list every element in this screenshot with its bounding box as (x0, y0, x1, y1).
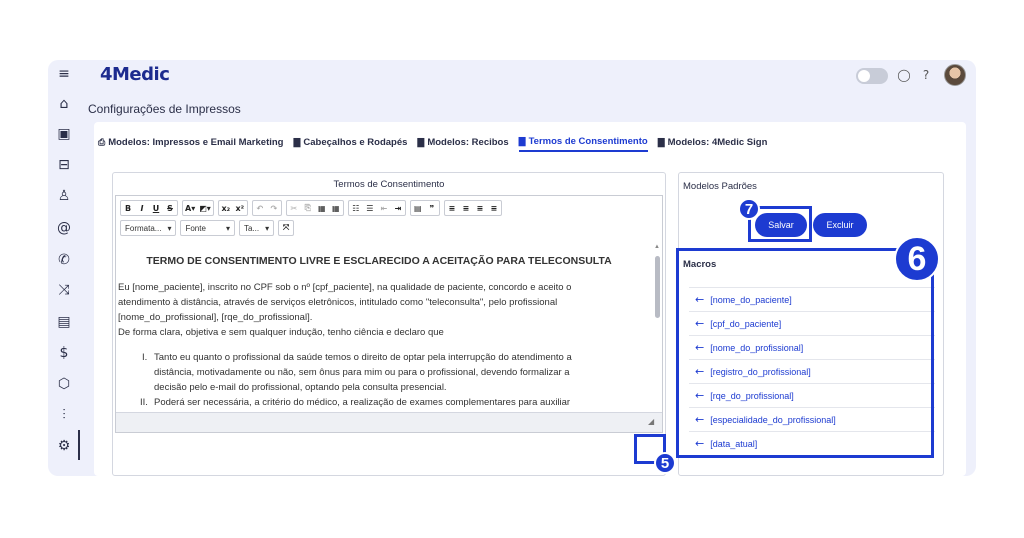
format-select-value: Formata... (125, 223, 162, 233)
rich-text-editor (115, 195, 663, 433)
outdent-icon[interactable]: ⇤ (380, 203, 388, 213)
bg-color-button[interactable]: ◩▾ (199, 203, 211, 213)
sidebar (48, 60, 80, 476)
annotation-box-macros (676, 248, 934, 458)
macro-label: [nome_do_paciente] (710, 294, 792, 305)
toolbar-row-2 (120, 220, 294, 236)
printer-icon: ⎙ (98, 137, 106, 148)
text-style-group (120, 200, 178, 216)
color-group (182, 200, 214, 216)
cut-icon[interactable]: ✂ (290, 203, 298, 213)
numbered-list-icon[interactable]: ☰ (366, 203, 374, 213)
menu-icon[interactable]: ≡ (58, 66, 70, 82)
arrow-left-icon: ← (695, 365, 705, 378)
annotation-badge-6: 6 (894, 236, 940, 282)
horizontal-rule-icon[interactable]: ▤ (414, 203, 422, 213)
home-icon[interactable]: ⌂ (59, 96, 69, 112)
align-group (444, 200, 502, 216)
tab-label: Modelos: Impressos e Email Marketing (108, 137, 284, 148)
scroll-thumb[interactable] (655, 256, 660, 318)
editor-content[interactable] (116, 244, 652, 412)
arrow-left-icon: ← (695, 413, 705, 426)
align-center-icon[interactable]: ≡ (462, 203, 470, 213)
document-icon: ▇ (518, 136, 526, 147)
document-icon: ▇ (657, 137, 665, 148)
annotation-badge-7: 7 (738, 198, 760, 220)
insert-group (410, 200, 440, 216)
dollar-icon[interactable]: $ (59, 345, 69, 361)
paste-icon[interactable]: ▦ (318, 203, 326, 213)
at-icon[interactable]: @ (57, 220, 71, 236)
page-title: Configurações de Impressos (88, 102, 241, 116)
arrow-left-icon: ← (695, 293, 705, 306)
calendar-icon[interactable]: ▣ (57, 126, 71, 142)
avatar[interactable] (944, 64, 966, 86)
macro-label: [registro_do_profissional] (710, 366, 811, 377)
paragraph-line: Eu [nome_paciente], inscrito no CPF sob o nº [cpf_paciente], na qualidade de paciente, concordo e aceito o (118, 282, 572, 293)
tab-label: Modelos: Recibos (427, 137, 509, 148)
annotation-badge-5: 5 (654, 452, 676, 474)
list-group (348, 200, 406, 216)
tab-label: Modelos: 4Medic Sign (667, 137, 768, 148)
arrow-left-icon: ← (695, 389, 705, 402)
arrow-left-icon: ← (695, 437, 705, 450)
settings-icon[interactable]: ⚙ (57, 438, 71, 454)
editor-card (112, 172, 666, 476)
top-bar (80, 60, 976, 92)
copy-icon[interactable]: ⎘ (304, 203, 311, 212)
arrow-left-icon: ← (695, 317, 705, 330)
macro-label: [cpf_do_paciente] (710, 318, 782, 329)
chevron-down-icon: ▾ (167, 223, 172, 233)
list-item-line: distância, motivadamente ou não, sem ônus para mim ou para o profissional, devendo formalizar a (154, 367, 570, 378)
redo-icon[interactable]: ↷ (270, 203, 278, 213)
tab-termos[interactable] (519, 136, 648, 152)
chevron-down-icon: ▾ (265, 223, 270, 233)
sofa-icon[interactable]: ⊟ (58, 157, 70, 173)
macro-label: [nome_do_profissional] (710, 342, 804, 353)
chat-icon[interactable]: ◯ (897, 68, 911, 82)
subscript-button[interactable]: x₂ (221, 203, 231, 213)
phone-icon[interactable]: ✆ (58, 252, 70, 268)
chart-icon[interactable]: ⫶ (62, 407, 66, 423)
maximize-group (278, 220, 294, 236)
tab-impressos[interactable] (98, 136, 283, 152)
maximize-icon[interactable]: ⤧ (282, 223, 290, 232)
clipboard-group (286, 200, 344, 216)
macro-label: [data_atual] (710, 438, 758, 449)
text-color-button[interactable]: A▾ (185, 203, 196, 213)
scroll-up-icon[interactable]: ▲ (654, 244, 660, 250)
tab-bar (98, 136, 767, 152)
paragraph-line: [nome_do_profissional], [rqe_do_profissional]. (118, 312, 313, 323)
bulleted-list-icon[interactable]: ☷ (352, 203, 360, 213)
editor-status-bar (116, 412, 662, 432)
tab-cabecalhos[interactable] (293, 136, 407, 152)
save-button[interactable]: Salvar (755, 213, 807, 237)
blockquote-icon[interactable]: ❞ (429, 203, 435, 213)
tab-recibos[interactable] (417, 136, 508, 152)
paragraph-line: De forma clara, objetiva e sem qualquer indução, tenho ciência e declaro que (118, 327, 444, 338)
macros-title: Macros (683, 259, 717, 270)
shuffle-icon[interactable]: ⤨ (58, 282, 70, 298)
document-icon: ▇ (417, 137, 425, 148)
document-heading: TERMO DE CONSENTIMENTO LIVRE E ESCLARECIDO A ACEITAÇÃO PARA TELECONSULTA (146, 255, 612, 267)
chevron-down-icon: ▾ (225, 223, 230, 233)
align-left-icon[interactable]: ≡ (448, 203, 456, 213)
theme-toggle[interactable] (856, 68, 888, 84)
help-icon[interactable]: ? (922, 68, 930, 82)
font-select[interactable] (180, 220, 234, 236)
toolbar-row-1 (120, 200, 502, 216)
list-item-line: Poderá ser necessária, a critério do médico, a realização de exames complementares para auxiliar (154, 397, 571, 408)
size-select-value: Ta... (243, 223, 260, 233)
delete-button[interactable]: Excluir (813, 213, 867, 237)
tab-label: Cabeçalhos e Rodapés (303, 137, 408, 148)
strikethrough-button[interactable]: S (167, 203, 173, 213)
size-select[interactable] (239, 220, 274, 236)
macro-label: [especialidade_do_profissional] (710, 414, 836, 425)
editor-title: Termos de Consentimento (333, 179, 445, 190)
italic-button[interactable]: I (140, 203, 144, 213)
arrow-left-icon: ← (695, 341, 705, 354)
default-models-title: Modelos Padrões (683, 181, 757, 192)
font-select-value: Fonte (185, 223, 206, 233)
list-item-line: decisão pelo e-mail do profissional, optando pela consulta presencial. (154, 382, 447, 393)
format-select[interactable] (120, 220, 176, 236)
macro-label: [rqe_do_profissional] (710, 390, 794, 401)
bold-button[interactable]: B (124, 203, 132, 213)
underline-button[interactable]: U (152, 203, 160, 213)
tab-label: Termos de Consentimento (528, 136, 648, 147)
clipboard-icon[interactable]: ▤ (57, 314, 71, 330)
paste-text-icon[interactable]: ▦ (332, 203, 340, 213)
script-group (218, 200, 248, 216)
document-icon: ▇ (293, 137, 301, 148)
app-logo[interactable]: 4Medic (100, 64, 170, 85)
tab-4medic-sign[interactable] (658, 136, 768, 152)
list-number: II. (140, 397, 148, 408)
resize-handle-icon[interactable]: ◢ (648, 417, 655, 426)
align-right-icon[interactable]: ≡ (476, 203, 484, 213)
undo-icon[interactable]: ↶ (256, 203, 264, 213)
box-icon[interactable]: ⬡ (57, 376, 71, 392)
paragraph-line: atendimento à distância, através de serviços eletrônicos, intitulado como "teleconsulta", pelo profissional (118, 297, 558, 308)
user-icon[interactable]: ♙ (57, 188, 71, 204)
indent-icon[interactable]: ⇥ (394, 203, 402, 213)
sidebar-active-indicator (78, 430, 80, 460)
history-group (252, 200, 282, 216)
align-justify-icon[interactable]: ≡ (490, 203, 498, 213)
list-item-line: Tanto eu quanto o profissional da saúde temos o direito de optar pela interrupção do atendimento a (154, 352, 572, 363)
list-number: I. (142, 352, 148, 363)
superscript-button[interactable]: x² (235, 203, 245, 213)
editor-scrollbar[interactable] (654, 244, 662, 434)
